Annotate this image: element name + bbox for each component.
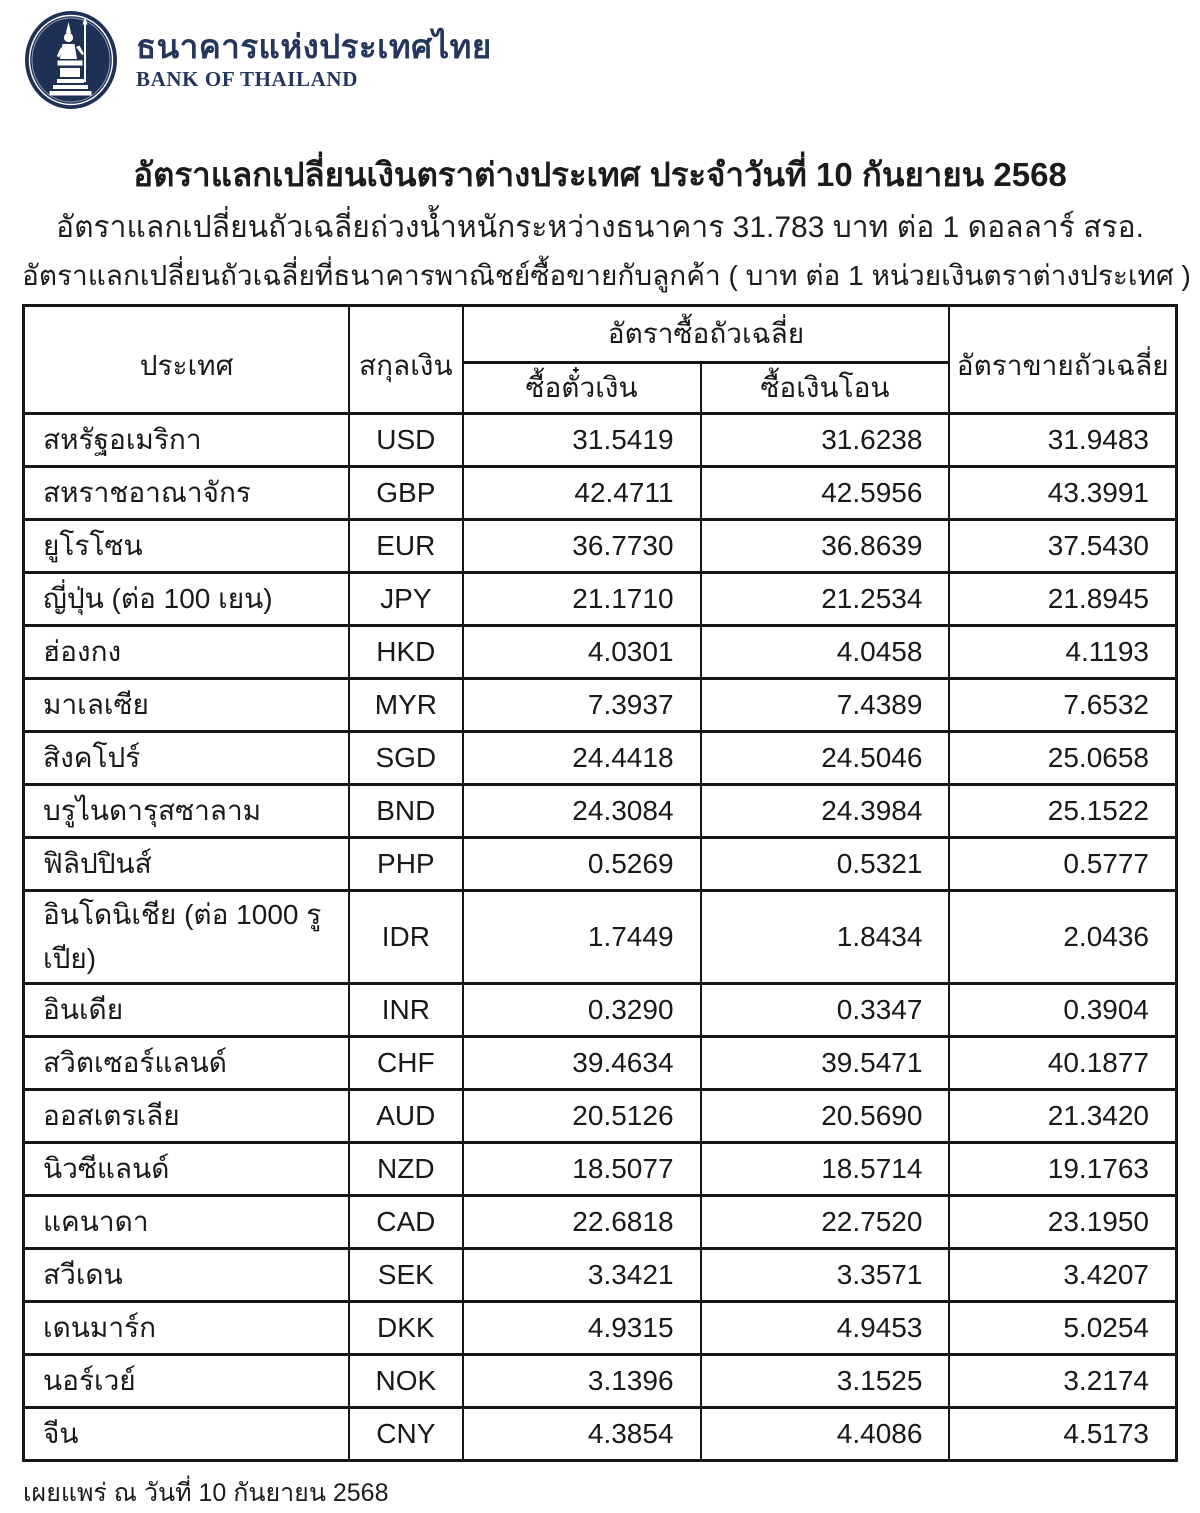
table-row — [24, 838, 1177, 891]
cell-buy-transfer: 20.5690 — [701, 1090, 950, 1143]
cell-sell: 21.3420 — [949, 1090, 1176, 1143]
cell-sell: 0.5777 — [949, 838, 1176, 891]
cell-country: มาเลเซีย — [24, 679, 350, 732]
cell-buy-bill: 39.4634 — [463, 1037, 701, 1090]
cell-buy-bill: 24.3084 — [463, 785, 701, 838]
brand-thai-name: ธนาคารแห่งประเทศไทย — [136, 27, 492, 65]
cell-currency: EUR — [349, 520, 462, 573]
cell-country: บรูไนดารุสซาลาม — [24, 785, 350, 838]
cell-currency: CAD — [349, 1196, 462, 1249]
cell-buy-bill: 22.6818 — [463, 1196, 701, 1249]
page-title: อัตราแลกเปลี่ยนเงินตราต่างประเทศ ประจำวันที่ 10 กันยายน 2568 — [133, 156, 1067, 193]
cell-buy-bill: 3.1396 — [463, 1355, 701, 1408]
cell-country: ยูโรโซน — [24, 520, 350, 573]
cell-buy-transfer: 7.4389 — [701, 679, 950, 732]
table-row — [24, 626, 1177, 679]
rates-table-body — [24, 414, 1177, 1461]
table-row — [24, 414, 1177, 467]
published-date: เผยแพร่ ณ วันที่ 10 กันยายน 2568 — [23, 1479, 389, 1508]
cell-sell: 21.8945 — [949, 573, 1176, 626]
cell-buy-bill: 31.5419 — [463, 414, 701, 467]
cell-sell: 23.1950 — [949, 1196, 1176, 1249]
table-row — [24, 732, 1177, 785]
cell-buy-transfer: 18.5714 — [701, 1143, 950, 1196]
cell-buy-bill: 36.7730 — [463, 520, 701, 573]
table-row — [24, 891, 1177, 984]
table-header-row-1 — [24, 306, 1177, 363]
cell-buy-transfer: 36.8639 — [701, 520, 950, 573]
cell-country: จีน — [24, 1408, 350, 1461]
table-row — [24, 984, 1177, 1037]
table-row — [24, 1090, 1177, 1143]
cell-currency: NZD — [349, 1143, 462, 1196]
cell-sell: 2.0436 — [949, 891, 1176, 984]
table-row — [24, 1249, 1177, 1302]
cell-buy-transfer: 3.3571 — [701, 1249, 950, 1302]
cell-buy-transfer: 3.1525 — [701, 1355, 950, 1408]
cell-country: สวิตเซอร์แลนด์ — [24, 1037, 350, 1090]
cell-sell: 25.0658 — [949, 732, 1176, 785]
table-row — [24, 1196, 1177, 1249]
table-row — [24, 679, 1177, 732]
cell-currency: AUD — [349, 1090, 462, 1143]
cell-currency: DKK — [349, 1302, 462, 1355]
cell-country: สวีเดน — [24, 1249, 350, 1302]
cell-sell: 25.1522 — [949, 785, 1176, 838]
column-header-buy-group: อัตราซื้อถัวเฉลี่ย — [463, 306, 950, 363]
cell-country: ออสเตรเลีย — [24, 1090, 350, 1143]
cell-country: สิงคโปร์ — [24, 732, 350, 785]
interbank-rate-subtitle: อัตราแลกเปลี่ยนถัวเฉลี่ยถ่วงน้ำหนักระหว่างธนาคาร 31.783 บาท ต่อ 1 ดอลลาร์ สรอ. — [56, 210, 1144, 244]
cell-sell: 4.5173 — [949, 1408, 1176, 1461]
cell-sell: 3.4207 — [949, 1249, 1176, 1302]
table-row — [24, 785, 1177, 838]
cell-currency: NOK — [349, 1355, 462, 1408]
cell-country: สหรัฐอเมริกา — [24, 414, 350, 467]
brand-english-name: BANK OF THAILAND — [136, 67, 358, 92]
cell-buy-bill: 4.3854 — [463, 1408, 701, 1461]
rates-table-container — [0, 304, 1200, 1462]
cell-buy-transfer: 24.3984 — [701, 785, 950, 838]
column-header-currency: สกุลเงิน — [349, 306, 462, 414]
cell-currency: INR — [349, 984, 462, 1037]
cell-sell: 7.6532 — [949, 679, 1176, 732]
cell-currency: USD — [349, 414, 462, 467]
table-row — [24, 1302, 1177, 1355]
cell-buy-transfer: 0.5321 — [701, 838, 950, 891]
cell-buy-transfer: 31.6238 — [701, 414, 950, 467]
customer-rate-note: อัตราแลกเปลี่ยนถัวเฉลี่ยที่ธนาคารพาณิชย์ซื้อขายกับลูกค้า ( บาท ต่อ 1 หน่วยเงินตราต่างประเทศ ) — [22, 259, 1191, 291]
cell-buy-bill: 42.4711 — [463, 467, 701, 520]
cell-sell: 31.9483 — [949, 414, 1176, 467]
cell-country: อินโดนิเชีย (ต่อ 1000 รูเปีย) — [24, 891, 350, 984]
cell-buy-bill: 18.5077 — [463, 1143, 701, 1196]
cell-buy-bill: 1.7449 — [463, 891, 701, 984]
cell-buy-bill: 3.3421 — [463, 1249, 701, 1302]
table-row — [24, 1143, 1177, 1196]
column-header-buy-transfer: ซื้อเงินโอน — [701, 363, 950, 414]
table-row — [24, 1408, 1177, 1461]
cell-sell: 37.5430 — [949, 520, 1176, 573]
cell-currency: JPY — [349, 573, 462, 626]
cell-currency: BND — [349, 785, 462, 838]
cell-currency: CHF — [349, 1037, 462, 1090]
cell-buy-transfer: 4.4086 — [701, 1408, 950, 1461]
cell-country: แคนาดา — [24, 1196, 350, 1249]
cell-buy-bill: 0.5269 — [463, 838, 701, 891]
cell-country: สหราชอาณาจักร — [24, 467, 350, 520]
cell-currency: IDR — [349, 891, 462, 984]
cell-buy-bill: 0.3290 — [463, 984, 701, 1037]
cell-buy-bill: 24.4418 — [463, 732, 701, 785]
table-row — [24, 573, 1177, 626]
table-row — [24, 520, 1177, 573]
cell-country: เดนมาร์ก — [24, 1302, 350, 1355]
cell-sell: 40.1877 — [949, 1037, 1176, 1090]
cell-buy-transfer: 0.3347 — [701, 984, 950, 1037]
table-row — [24, 1037, 1177, 1090]
cell-buy-transfer: 21.2534 — [701, 573, 950, 626]
exchange-rates-table — [22, 304, 1178, 1462]
cell-country: ฮ่องกง — [24, 626, 350, 679]
table-row — [24, 467, 1177, 520]
cell-currency: CNY — [349, 1408, 462, 1461]
cell-sell: 5.0254 — [949, 1302, 1176, 1355]
cell-buy-transfer: 22.7520 — [701, 1196, 950, 1249]
cell-country: นิวซีแลนด์ — [24, 1143, 350, 1196]
cell-sell: 43.3991 — [949, 467, 1176, 520]
cell-currency: GBP — [349, 467, 462, 520]
cell-buy-transfer: 4.9453 — [701, 1302, 950, 1355]
column-header-buy-bill: ซื้อตั๋วเงิน — [463, 363, 701, 414]
brand-text — [136, 28, 492, 93]
cell-currency: MYR — [349, 679, 462, 732]
cell-buy-bill: 20.5126 — [463, 1090, 701, 1143]
cell-buy-transfer: 39.5471 — [701, 1037, 950, 1090]
cell-buy-bill: 4.9315 — [463, 1302, 701, 1355]
brand-header — [0, 0, 1200, 111]
table-row — [24, 1355, 1177, 1408]
cell-country: ญี่ปุ่น (ต่อ 100 เยน) — [24, 573, 350, 626]
cell-sell: 3.2174 — [949, 1355, 1176, 1408]
column-header-country: ประเทศ — [24, 306, 350, 414]
cell-buy-transfer: 42.5956 — [701, 467, 950, 520]
bank-of-thailand-emblem-icon — [23, 9, 119, 111]
cell-country: ฟิลิปปินส์ — [24, 838, 350, 891]
column-header-sell: อัตราขายถัวเฉลี่ย — [949, 306, 1176, 414]
cell-currency: PHP — [349, 838, 462, 891]
cell-buy-bill: 4.0301 — [463, 626, 701, 679]
cell-sell: 19.1763 — [949, 1143, 1176, 1196]
cell-currency: SEK — [349, 1249, 462, 1302]
cell-currency: SGD — [349, 732, 462, 785]
cell-buy-bill: 21.1710 — [463, 573, 701, 626]
cell-buy-transfer: 4.0458 — [701, 626, 950, 679]
cell-currency: HKD — [349, 626, 462, 679]
cell-buy-bill: 7.3937 — [463, 679, 701, 732]
cell-country: อินเดีย — [24, 984, 350, 1037]
cell-country: นอร์เวย์ — [24, 1355, 350, 1408]
cell-sell: 4.1193 — [949, 626, 1176, 679]
cell-buy-transfer: 24.5046 — [701, 732, 950, 785]
cell-sell: 0.3904 — [949, 984, 1176, 1037]
cell-buy-transfer: 1.8434 — [701, 891, 950, 984]
